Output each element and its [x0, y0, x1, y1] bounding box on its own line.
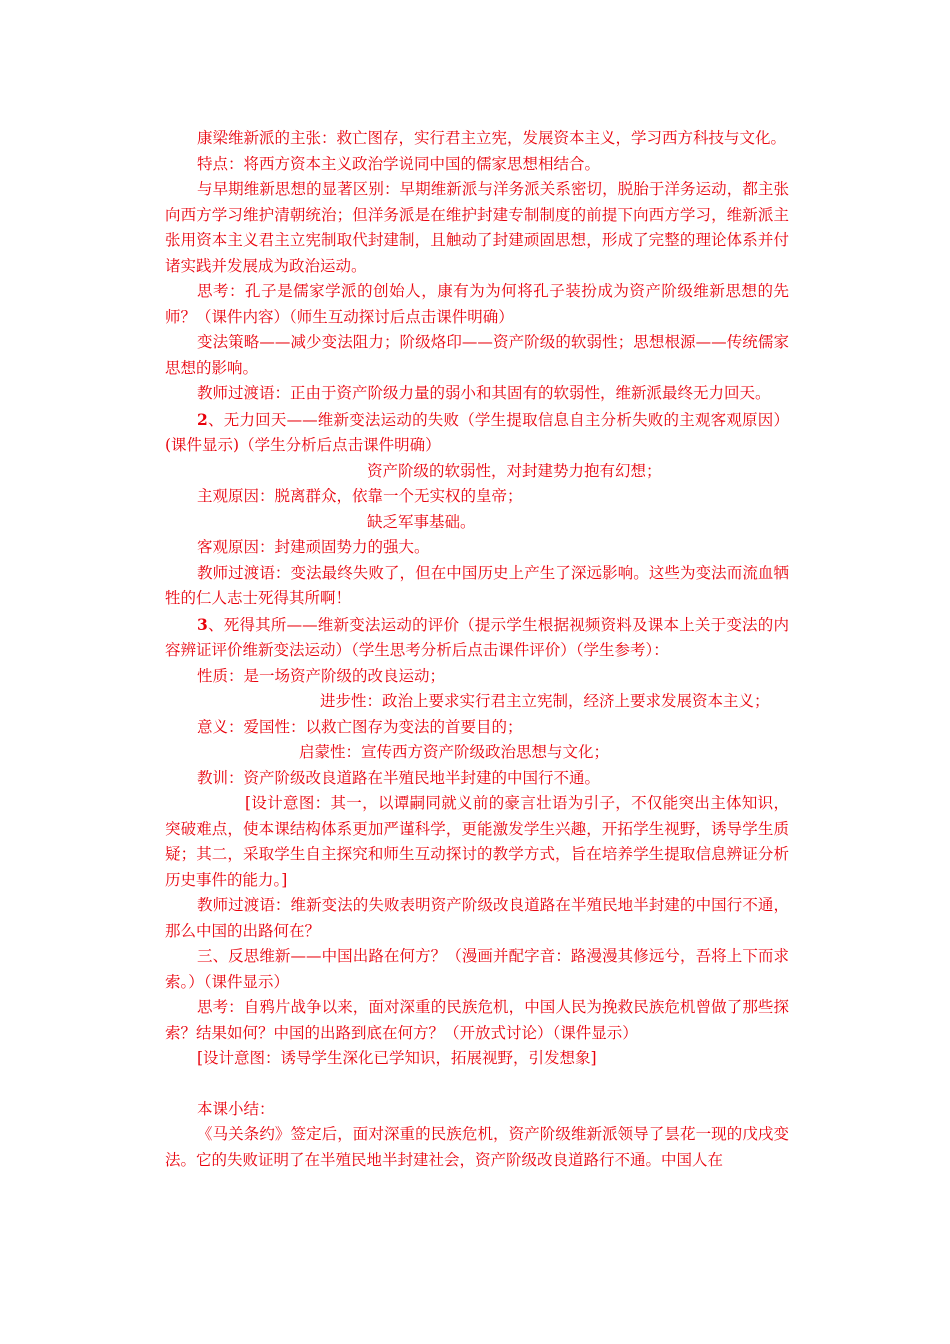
eval-progress: 进步性：政治上要求实行君主立宪制，经济上要求发展资本主义； — [320, 692, 770, 710]
section-2-number: 2 — [197, 409, 208, 429]
paragraph-section-3 — [165, 612, 789, 664]
document-page — [165, 126, 789, 1173]
paragraph-transition-2: 教师过渡语：变法最终失败了，但在中国历史上产生了深远影响。这些为变法而流血牺牲的仁人志士死得其所啊！ — [165, 563, 789, 607]
paragraph-think-confucius: 思考：孔子是儒家学派的创始人，康有为为何将孔子装扮成为资产阶级维新思想的先师？（课件内容）（师生互动探讨后点击课件明确） — [165, 282, 789, 326]
spacer — [165, 1072, 789, 1097]
eval-meaning: 意义：爱国性：以救亡图存为变法的首要目的； — [197, 717, 523, 736]
design-intent-2: [设计意图：诱导学生深化已学知识，拓展视野，引发想象] — [197, 1049, 597, 1067]
eval-nature: 性质：是一场资产阶级的改良运动； — [197, 666, 446, 685]
eval-enlighten: 启蒙性：宣传西方资产阶级政治思想与文化； — [299, 743, 610, 761]
summary-text: 《马关条约》签定后，面对深重的民族危机，资产阶级维新派领导了昙花一现的戊戌变法。它的失败证明了在半殖民地半封建社会，资产阶级改良道路行不通。中国人在 — [165, 1125, 789, 1169]
paragraph-section-2 — [165, 407, 789, 459]
section-3-text: 、死得其所——维新变法运动的评价（提示学生根据视频资料及课本上关于变法的内容辨证评价维新变法运动）（学生思考分析后点击课件评价）（学生参考）： — [165, 615, 789, 659]
section-3-number: 3 — [197, 614, 208, 634]
paragraph-strategy: 变法策略——减少变法阻力；阶级烙印——资产阶级的软弱性；思想根源——传统儒家思想的影响。 — [165, 333, 789, 377]
cause-line-1: 资产阶级的软弱性，对封建势力抱有幻想； — [367, 461, 662, 480]
paragraph-reform-proposal: 康梁维新派的主张：救亡图存，实行君主立宪，发展资本主义，学习西方科技与文化。 — [197, 129, 787, 147]
paragraph-transition-1: 教师过渡语：正由于资产阶级力量的弱小和其固有的软弱性，维新派最终无力回天。 — [197, 384, 771, 402]
eval-lesson: 教训：资产阶级改良道路在半殖民地半封建的中国行不通。 — [197, 768, 601, 787]
paragraph-section-three: 三、反思维新——中国出路在何方？（漫画并配字音：路漫漫其修远兮，吾将上下而求索。）（课件显示） — [165, 947, 789, 991]
cause-line-3: 缺乏军事基础。 — [367, 512, 476, 531]
cause-objective: 客观原因：封建顽固势力的强大。 — [197, 538, 430, 556]
paragraph-transition-3: 教师过渡语：维新变法的失败表明资产阶级改良道路在半殖民地半封建的中国行不通，那么中国的出路何在？ — [165, 896, 789, 940]
paragraph-think-exploration: 思考：自鸦片战争以来，面对深重的民族危机，中国人民为挽救民族危机曾做了那些探索？结果如何？中国的出路到底在何方？（开放式讨论）（课件显示） — [165, 998, 789, 1042]
section-2-text: 、无力回天——维新变法运动的失败（学生提取信息自主分析失败的主观客观原因）(课件显示)（学生分析后点击课件明确） — [165, 410, 789, 454]
cause-subjective: 主观原因：脱离群众，依靠一个无实权的皇帝； — [197, 487, 523, 505]
summary-title: 本课小结： — [197, 1099, 275, 1118]
design-intent-1: [设计意图：其一，以谭嗣同就义前的豪言壮语为引子，不仅能突出主体知识，突破难点，使本课结构体系更加严谨科学，更能激发学生兴趣，开拓学生视野，诱导学生质疑；其二，采取学生自主探究和师生互动探讨的教学方式，旨在培养学生提取信息辨证分析历史事件的能力。] — [165, 794, 789, 889]
paragraph-features: 特点：将西方资本主义政治学说同中国的儒家思想相结合。 — [197, 154, 601, 173]
paragraph-difference: 与早期维新思想的显著区别：早期维新派与洋务派关系密切，脱胎于洋务运动，都主张向西方学习维护清朝统治；但洋务派是在维护封建专制制度的前提下向西方学习，维新派主张用资本主义君主立宪制取代封建制，且触动了封建顽固思想，形成了完整的理论体系并付诸实践并发展成为政治运动。 — [165, 180, 789, 275]
